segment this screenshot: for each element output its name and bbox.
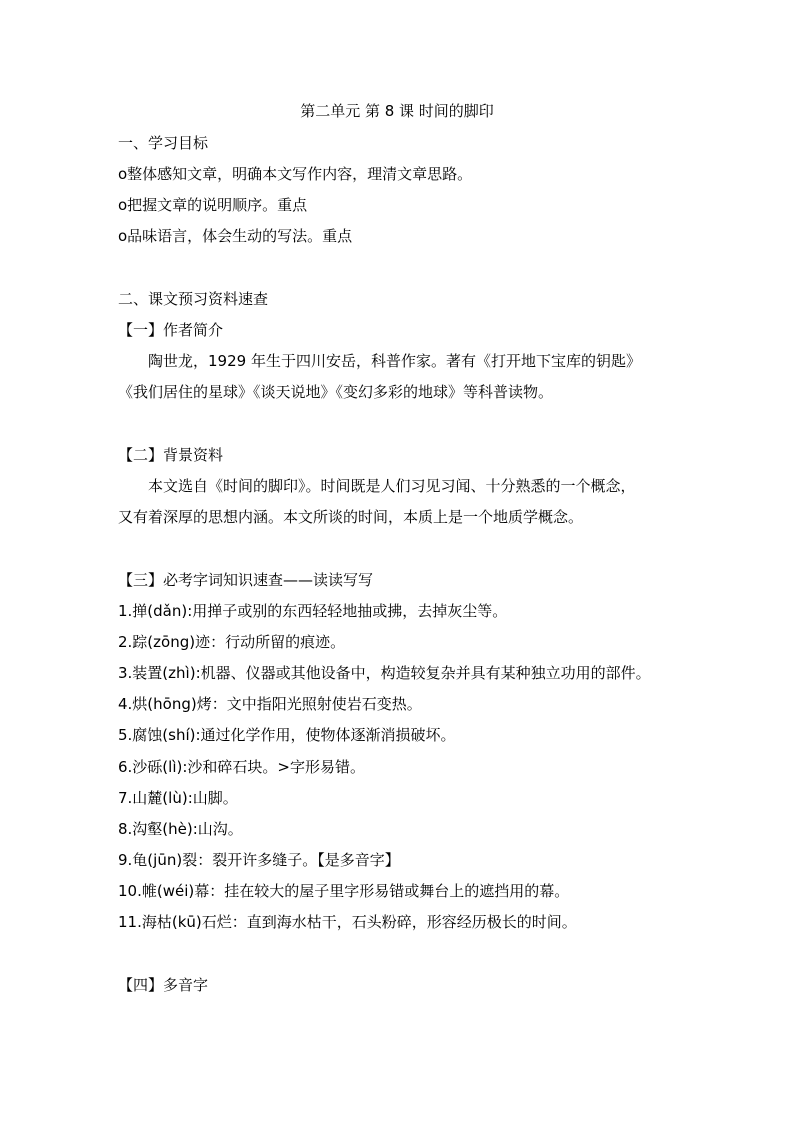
page-title: 第二单元 第 8 课 时间的脚印 [300,102,494,120]
vocab-item: 2.踪(zōng)迹：行动所留的痕迹。 [118,633,346,651]
subheading-vocabulary: 【三】必考字词知识速查——读读写写 [118,571,374,589]
vocab-item: 6.沙砾(lì):沙和碎石块。>字形易错。 [118,758,365,776]
vocab-item: 8.沟壑(hè):山沟。 [118,820,243,838]
author-paragraph-line: 陶世龙，1929 年生于四川安岳，科普作家。著有《打开地下宝库的钥匙》 [148,352,641,370]
vocab-item: 3.装置(zhì):机器、仪器或其他设备中，构造较复杂并具有某种独立功用的部件。 [118,664,651,682]
background-paragraph-line: 又有着深厚的思想内涵。本文所谈的时间，本质上是一个地质学概念。 [118,508,584,526]
vocab-item: 11.海枯(kū)石烂：直到海水枯干，石头粉碎，形容经历极长的时间。 [118,913,577,931]
section-heading-learning-goals: 一、学习目标 [118,134,209,152]
subheading-background: 【二】背景资料 [118,446,224,464]
vocab-item: 1.掸(dǎn):用掸子或别的东西轻轻地抽或拂，去掉灰尘等。 [118,602,508,620]
subheading-polyphonic: 【四】多音字 [118,976,209,994]
vocab-item: 5.腐蚀(shí):通过化学作用，使物体逐渐消损破坏。 [118,726,456,744]
author-paragraph-line: 《我们居住的星球》《谈天说地》《变幻多彩的地球》等科普读物。 [118,383,554,401]
section-heading-preview: 二、课文预习资料速查 [118,290,269,308]
goal-item: o整体感知文章，明确本文写作内容，理清文章思路。 [118,165,473,183]
vocab-item: 4.烘(hōng)烤：文中指阳光照射使岩石变热。 [118,695,422,713]
subheading-author: 【一】作者简介 [118,321,224,339]
background-paragraph-line: 本文选自《时间的脚印》。时间既是人们习见习闻、十分熟悉的一个概念， [148,477,636,495]
vocab-item: 10.帷(wéi)幕：挂在较大的屋子里字形易错或舞台上的遮挡用的幕。 [118,882,570,900]
vocab-item: 7.山麓(lù):山脚。 [118,789,238,807]
goal-item: o品味语言，体会生动的写法。重点 [118,227,353,245]
vocab-item: 9.龟(jūn)裂：裂开许多缝子。【是多音字】 [118,851,400,869]
goal-item: o把握文章的说明顺序。重点 [118,196,308,214]
